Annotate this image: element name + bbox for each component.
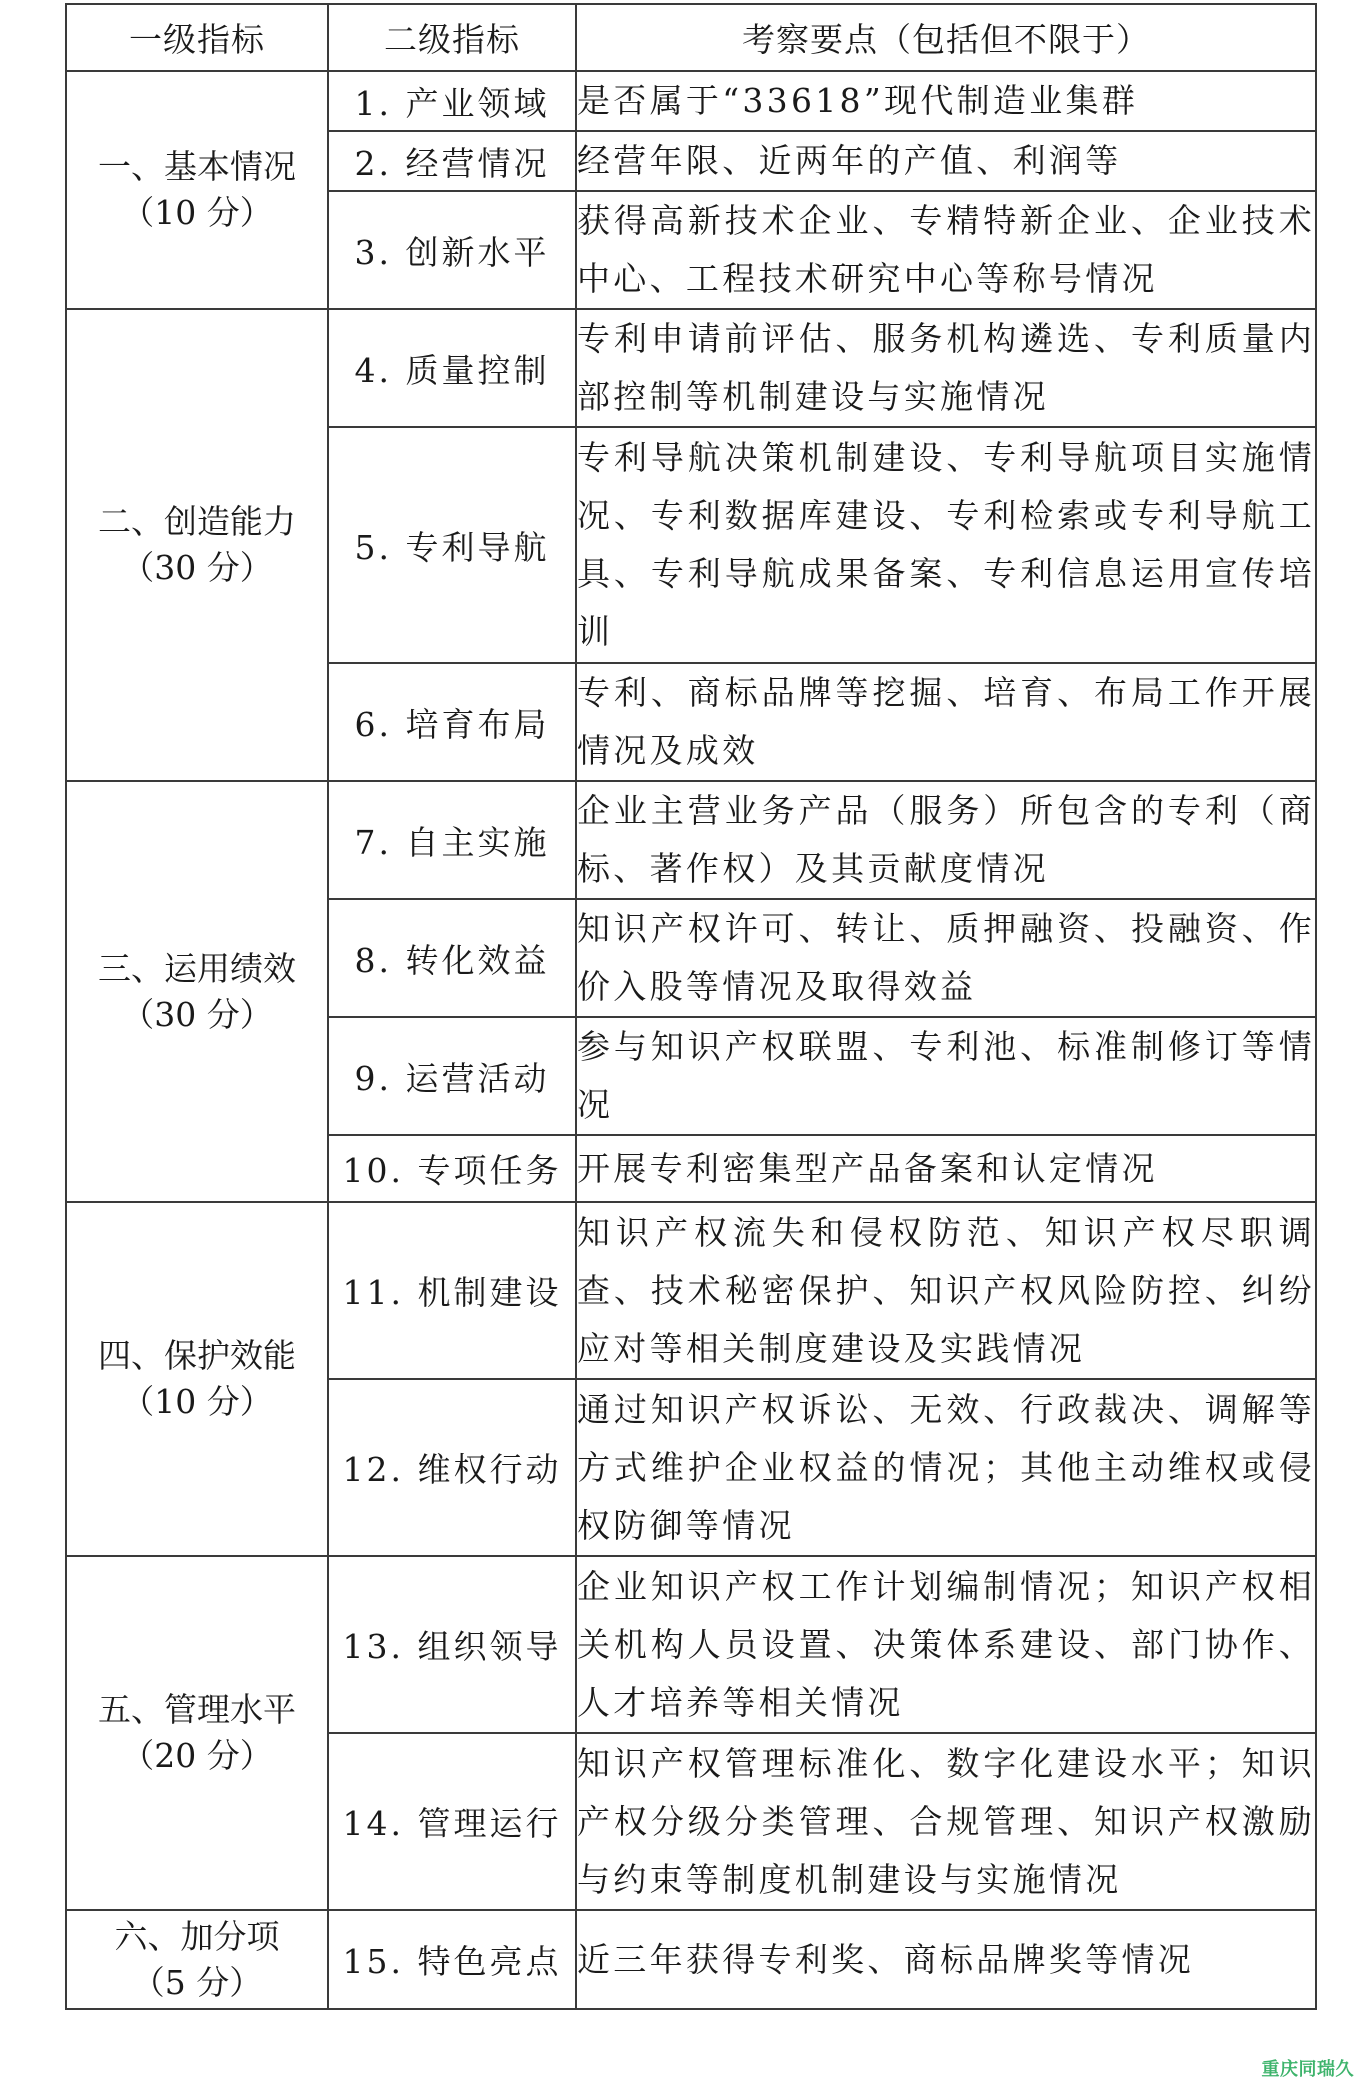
points-cell: 获得高新技术企业、专精特新企业、企业技术中心、工程技术研究中心等称号情况 [576,191,1316,309]
table-row [66,1202,1316,1379]
table-header-row [66,4,1316,71]
points-cell: 近三年获得专利奖、商标品牌奖等情况 [576,1910,1316,2009]
points-cell: 参与知识产权联盟、专利池、标准制修订等情况 [576,1017,1316,1135]
level2-cell: 9. 运营活动 [328,1017,576,1135]
level1-title: 二、创造能力 [98,502,296,541]
points-cell: 开展专利密集型产品备案和认定情况 [576,1135,1316,1202]
table-row [66,1556,1316,1733]
header-level1: 一级指标 [66,4,328,71]
watermark-logo: 重庆同瑞久 [1261,2059,1354,2080]
level1-title: 四、保护效能 [98,1336,296,1375]
level1-cell [66,1556,328,1910]
level2-cell: 2. 经营情况 [328,131,576,191]
header-level2: 二级指标 [328,4,576,71]
points-cell: 企业主营业务产品（服务）所包含的专利（商标、著作权）及其贡献度情况 [576,781,1316,899]
level1-title: 六、加分项 [114,1916,280,1956]
level1-cell [66,1202,328,1556]
table-row [66,781,1316,899]
level1-cell [66,781,328,1202]
level1-score: （30 分） [121,548,273,587]
points-cell: 通过知识产权诉讼、无效、行政裁决、调解等方式维护企业权益的情况；其他主动维权或侵权防御等情况 [576,1379,1316,1556]
level1-score: （5 分） [131,1962,263,2002]
points-cell: 是否属于“33618”现代制造业集群 [576,71,1316,131]
level1-cell [66,1910,328,2009]
level2-cell: 13. 组织领导 [328,1556,576,1733]
level2-cell: 12. 维权行动 [328,1379,576,1556]
level2-cell: 6. 培育布局 [328,663,576,781]
table-row [66,309,1316,427]
table-row [66,1910,1316,2009]
level2-cell: 15. 特色亮点 [328,1910,576,2009]
points-cell: 知识产权许可、转让、质押融资、投融资、作价入股等情况及取得效益 [576,899,1316,1017]
level2-cell: 11. 机制建设 [328,1202,576,1379]
level2-cell: 5. 专利导航 [328,427,576,663]
level2-cell: 1. 产业领域 [328,71,576,131]
points-cell: 专利导航决策机制建设、专利导航项目实施情况、专利数据库建设、专利检索或专利导航工具、专利导航成果备案、专利信息运用宣传培训 [576,427,1316,663]
points-cell: 专利、商标品牌等挖掘、培育、布局工作开展情况及成效 [576,663,1316,781]
level1-title: 一、基本情况 [98,147,296,186]
level1-score: （10 分） [121,193,273,232]
header-points: 考察要点（包括但不限于） [576,4,1316,71]
level1-cell [66,71,328,309]
level1-score: （10 分） [121,1382,273,1421]
level2-cell: 3. 创新水平 [328,191,576,309]
level2-cell: 10. 专项任务 [328,1135,576,1202]
level1-score: （30 分） [121,994,273,1034]
table-row [66,71,1316,131]
level1-title: 三、运用绩效 [98,948,296,988]
level2-cell: 4. 质量控制 [328,309,576,427]
points-cell: 企业知识产权工作计划编制情况；知识产权相关机构人员设置、决策体系建设、部门协作、人才培养等相关情况 [576,1556,1316,1733]
level1-cell [66,309,328,781]
level2-cell: 7. 自主实施 [328,781,576,899]
points-cell: 知识产权管理标准化、数字化建设水平；知识产权分级分类管理、合规管理、知识产权激励与约束等制度机制建设与实施情况 [576,1733,1316,1910]
level2-cell: 8. 转化效益 [328,899,576,1017]
points-cell: 经营年限、近两年的产值、利润等 [576,131,1316,191]
level1-title: 五、管理水平 [98,1690,296,1729]
points-cell: 知识产权流失和侵权防范、知识产权尽职调查、技术秘密保护、知识产权风险防控、纠纷应对等相关制度建设及实践情况 [576,1202,1316,1379]
points-cell: 专利申请前评估、服务机构遴选、专利质量内部控制等机制建设与实施情况 [576,309,1316,427]
evaluation-index-table [65,3,1317,2010]
level1-score: （20 分） [121,1736,273,1775]
level2-cell: 14. 管理运行 [328,1733,576,1910]
